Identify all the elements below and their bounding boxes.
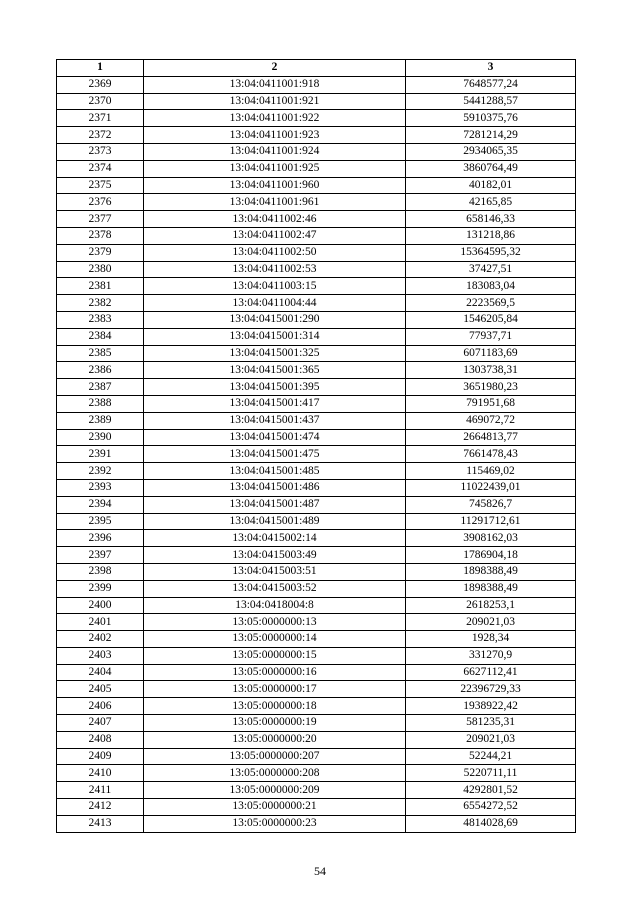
- table-row: [57, 681, 576, 698]
- cadastral-number-cell: 13:04:0415001:314: [144, 328, 406, 345]
- value-cell: 5910375,76: [406, 110, 576, 127]
- value-cell: 3860764,49: [406, 160, 576, 177]
- cadastral-number-cell: 13:04:0411002:47: [144, 227, 406, 244]
- value-cell: 1303738,31: [406, 362, 576, 379]
- row-number-cell: 2393: [57, 479, 144, 496]
- row-number-cell: 2383: [57, 311, 144, 328]
- cadastral-number-cell: 13:04:0415001:437: [144, 412, 406, 429]
- table-row: [57, 379, 576, 396]
- value-cell: 2934065,35: [406, 143, 576, 160]
- cadastral-number-cell: 13:04:0415001:485: [144, 463, 406, 480]
- cadastral-number-cell: 13:04:0411001:924: [144, 143, 406, 160]
- table-row: [57, 127, 576, 144]
- cadastral-number-cell: 13:04:0415001:487: [144, 496, 406, 513]
- row-number-cell: 2405: [57, 681, 144, 698]
- row-number-cell: 2381: [57, 278, 144, 295]
- cadastral-number-cell: 13:05:0000000:19: [144, 715, 406, 732]
- value-cell: 2618253,1: [406, 597, 576, 614]
- cadastral-number-cell: 13:04:0415003:52: [144, 580, 406, 597]
- cadastral-number-cell: 13:05:0000000:17: [144, 681, 406, 698]
- table-row: [57, 799, 576, 816]
- row-number-cell: 2404: [57, 664, 144, 681]
- table-row: [57, 513, 576, 530]
- value-cell: 209021,03: [406, 614, 576, 631]
- cadastral-number-cell: 13:04:0411001:922: [144, 110, 406, 127]
- column-header-3: 3: [406, 60, 576, 77]
- row-number-cell: 2373: [57, 143, 144, 160]
- cadastral-number-cell: 13:05:0000000:23: [144, 815, 406, 832]
- table-row: [57, 631, 576, 648]
- row-number-cell: 2388: [57, 395, 144, 412]
- value-cell: 6627112,41: [406, 664, 576, 681]
- row-number-cell: 2400: [57, 597, 144, 614]
- row-number-cell: 2403: [57, 647, 144, 664]
- row-number-cell: 2413: [57, 815, 144, 832]
- value-cell: 2664813,77: [406, 429, 576, 446]
- table-row: [57, 530, 576, 547]
- row-number-cell: 2410: [57, 765, 144, 782]
- table-row: [57, 244, 576, 261]
- table-row: [57, 177, 576, 194]
- row-number-cell: 2402: [57, 631, 144, 648]
- table-body: [57, 76, 576, 832]
- cadastral-number-cell: 13:04:0415003:51: [144, 563, 406, 580]
- table-row: [57, 614, 576, 631]
- table-row: [57, 429, 576, 446]
- value-cell: 77937,71: [406, 328, 576, 345]
- cadastral-number-cell: 13:04:0411002:53: [144, 261, 406, 278]
- table-row: [57, 211, 576, 228]
- table-row: [57, 143, 576, 160]
- table-row: [57, 731, 576, 748]
- table-row: [57, 446, 576, 463]
- value-cell: 658146,33: [406, 211, 576, 228]
- row-number-cell: 2386: [57, 362, 144, 379]
- value-cell: 11022439,01: [406, 479, 576, 496]
- cadastral-number-cell: 13:04:0415001:489: [144, 513, 406, 530]
- row-number-cell: 2394: [57, 496, 144, 513]
- table-row: [57, 345, 576, 362]
- cadastral-number-cell: 13:04:0415001:486: [144, 479, 406, 496]
- page-number: 54: [314, 864, 326, 878]
- table-row: [57, 547, 576, 564]
- value-cell: 7661478,43: [406, 446, 576, 463]
- value-cell: 6071183,69: [406, 345, 576, 362]
- table-row: [57, 748, 576, 765]
- value-cell: 4814028,69: [406, 815, 576, 832]
- row-number-cell: 2412: [57, 799, 144, 816]
- row-number-cell: 2398: [57, 563, 144, 580]
- value-cell: 183083,04: [406, 278, 576, 295]
- value-cell: 115469,02: [406, 463, 576, 480]
- value-cell: 22396729,33: [406, 681, 576, 698]
- row-number-cell: 2391: [57, 446, 144, 463]
- row-number-cell: 2395: [57, 513, 144, 530]
- table-row: [57, 765, 576, 782]
- cadastral-number-cell: 13:05:0000000:209: [144, 782, 406, 799]
- row-number-cell: 2370: [57, 93, 144, 110]
- value-cell: 5441288,57: [406, 93, 576, 110]
- value-cell: 15364595,32: [406, 244, 576, 261]
- table-row: [57, 278, 576, 295]
- cadastral-number-cell: 13:04:0411004:44: [144, 295, 406, 312]
- row-number-cell: 2375: [57, 177, 144, 194]
- row-number-cell: 2387: [57, 379, 144, 396]
- row-number-cell: 2379: [57, 244, 144, 261]
- cadastral-number-cell: 13:04:0415001:417: [144, 395, 406, 412]
- cadastral-number-cell: 13:05:0000000:13: [144, 614, 406, 631]
- row-number-cell: 2409: [57, 748, 144, 765]
- table-row: [57, 597, 576, 614]
- table-row: [57, 395, 576, 412]
- row-number-cell: 2396: [57, 530, 144, 547]
- row-number-cell: 2371: [57, 110, 144, 127]
- table-row: [57, 698, 576, 715]
- table-row: [57, 261, 576, 278]
- value-cell: 1928,34: [406, 631, 576, 648]
- value-cell: 40182,01: [406, 177, 576, 194]
- value-cell: 469072,72: [406, 412, 576, 429]
- cadastral-number-cell: 13:04:0411002:50: [144, 244, 406, 261]
- table-row: [57, 110, 576, 127]
- table-row: [57, 782, 576, 799]
- column-header-1: 1: [57, 60, 144, 77]
- table-row: [57, 815, 576, 832]
- cadastral-number-cell: 13:04:0415001:474: [144, 429, 406, 446]
- value-cell: 581235,31: [406, 715, 576, 732]
- cadastral-number-cell: 13:05:0000000:207: [144, 748, 406, 765]
- table-row: [57, 479, 576, 496]
- value-cell: 1546205,84: [406, 311, 576, 328]
- row-number-cell: 2374: [57, 160, 144, 177]
- row-number-cell: 2406: [57, 698, 144, 715]
- table-row: [57, 93, 576, 110]
- value-cell: 209021,03: [406, 731, 576, 748]
- cadastral-number-cell: 13:04:0415001:365: [144, 362, 406, 379]
- value-cell: 4292801,52: [406, 782, 576, 799]
- cadastral-number-cell: 13:04:0415001:395: [144, 379, 406, 396]
- table-row: [57, 362, 576, 379]
- row-number-cell: 2408: [57, 731, 144, 748]
- table-header: [57, 60, 576, 77]
- cadastral-number-cell: 13:04:0411001:918: [144, 76, 406, 93]
- cadastral-number-cell: 13:05:0000000:208: [144, 765, 406, 782]
- row-number-cell: 2385: [57, 345, 144, 362]
- value-cell: 745826,7: [406, 496, 576, 513]
- value-cell: 791951,68: [406, 395, 576, 412]
- value-cell: 331270,9: [406, 647, 576, 664]
- value-cell: 37427,51: [406, 261, 576, 278]
- cadastral-number-cell: 13:04:0411001:925: [144, 160, 406, 177]
- cadastral-number-cell: 13:05:0000000:15: [144, 647, 406, 664]
- cadastral-number-cell: 13:04:0411002:46: [144, 211, 406, 228]
- value-cell: 1786904,18: [406, 547, 576, 564]
- table-row: [57, 647, 576, 664]
- table-row: [57, 328, 576, 345]
- row-number-cell: 2384: [57, 328, 144, 345]
- table-row: [57, 580, 576, 597]
- table-row: [57, 664, 576, 681]
- table-row: [57, 412, 576, 429]
- cadastral-number-cell: 13:05:0000000:21: [144, 799, 406, 816]
- table-row: [57, 715, 576, 732]
- cadastral-number-cell: 13:04:0411001:923: [144, 127, 406, 144]
- table-header-row: [57, 60, 576, 77]
- value-cell: 52244,21: [406, 748, 576, 765]
- row-number-cell: 2392: [57, 463, 144, 480]
- cadastral-number-cell: 13:04:0415001:475: [144, 446, 406, 463]
- value-cell: 1898388,49: [406, 563, 576, 580]
- row-number-cell: 2378: [57, 227, 144, 244]
- cadastral-number-cell: 13:04:0411003:15: [144, 278, 406, 295]
- row-number-cell: 2369: [57, 76, 144, 93]
- table-row: [57, 76, 576, 93]
- value-cell: 1938922,42: [406, 698, 576, 715]
- row-number-cell: 2389: [57, 412, 144, 429]
- row-number-cell: 2377: [57, 211, 144, 228]
- value-cell: 3908162,03: [406, 530, 576, 547]
- table-row: [57, 311, 576, 328]
- table-row: [57, 563, 576, 580]
- row-number-cell: 2390: [57, 429, 144, 446]
- value-cell: 42165,85: [406, 194, 576, 211]
- value-cell: 3651980,23: [406, 379, 576, 396]
- row-number-cell: 2397: [57, 547, 144, 564]
- row-number-cell: 2399: [57, 580, 144, 597]
- row-number-cell: 2372: [57, 127, 144, 144]
- row-number-cell: 2382: [57, 295, 144, 312]
- table-row: [57, 227, 576, 244]
- table-row: [57, 295, 576, 312]
- table-row: [57, 194, 576, 211]
- cadastral-number-cell: 13:04:0411001:921: [144, 93, 406, 110]
- value-cell: 11291712,61: [406, 513, 576, 530]
- cadastral-number-cell: 13:04:0415002:14: [144, 530, 406, 547]
- row-number-cell: 2380: [57, 261, 144, 278]
- cadastral-number-cell: 13:05:0000000:16: [144, 664, 406, 681]
- value-cell: 5220711,11: [406, 765, 576, 782]
- value-cell: 6554272,52: [406, 799, 576, 816]
- row-number-cell: 2407: [57, 715, 144, 732]
- value-cell: 2223569,5: [406, 295, 576, 312]
- cadastral-number-cell: 13:04:0418004:8: [144, 597, 406, 614]
- cadastral-number-cell: 13:04:0415001:325: [144, 345, 406, 362]
- cadastral-number-cell: 13:05:0000000:20: [144, 731, 406, 748]
- cadastral-number-cell: 13:04:0411001:960: [144, 177, 406, 194]
- table-row: [57, 496, 576, 513]
- row-number-cell: 2401: [57, 614, 144, 631]
- row-number-cell: 2376: [57, 194, 144, 211]
- cadastral-number-cell: 13:04:0415003:49: [144, 547, 406, 564]
- value-cell: 7281214,29: [406, 127, 576, 144]
- value-cell: 1898388,49: [406, 580, 576, 597]
- value-cell: 7648577,24: [406, 76, 576, 93]
- table-row: [57, 463, 576, 480]
- value-cell: 131218,86: [406, 227, 576, 244]
- cadastral-number-cell: 13:04:0415001:290: [144, 311, 406, 328]
- cadastral-value-table: [56, 59, 576, 833]
- cadastral-number-cell: 13:05:0000000:18: [144, 698, 406, 715]
- row-number-cell: 2411: [57, 782, 144, 799]
- column-header-2: 2: [144, 60, 406, 77]
- table-row: [57, 160, 576, 177]
- cadastral-number-cell: 13:05:0000000:14: [144, 631, 406, 648]
- cadastral-number-cell: 13:04:0411001:961: [144, 194, 406, 211]
